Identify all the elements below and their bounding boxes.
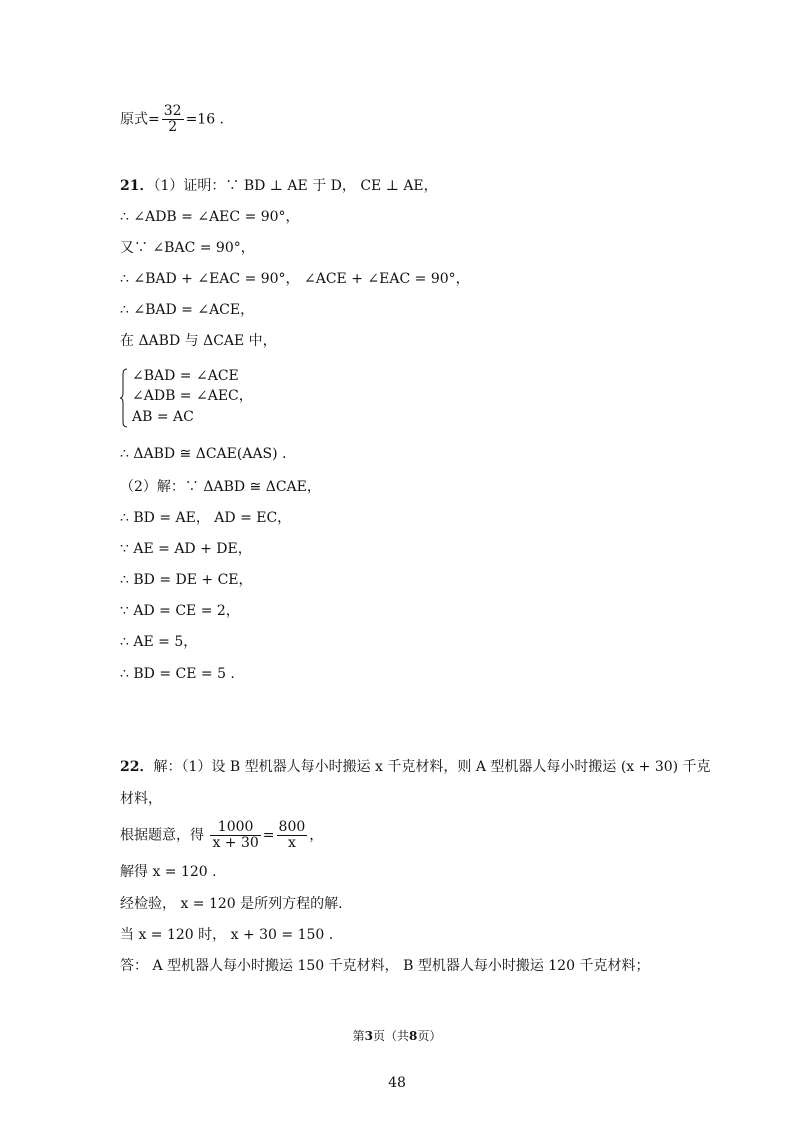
q22-heading [120, 757, 711, 777]
formula-line [120, 104, 224, 135]
q21-line-6: 在 ΔABD 与 ΔCAE 中， [120, 333, 277, 349]
q21-heading [120, 176, 438, 196]
formula-eq: = [148, 111, 160, 128]
footer-middle: 页（共 [372, 1029, 409, 1043]
q21-line-3: 又∵ ∠BAC = 90°， [120, 240, 255, 256]
fraction-numerator: 32 [163, 103, 182, 119]
q22-number: 22． [120, 759, 154, 775]
footer-prefix: 第 [352, 1029, 365, 1043]
system-row-3: AB = AC [132, 409, 194, 425]
formula-fraction [162, 104, 184, 135]
q22-text: 解：（1）设 B 型机器人每小时搬运 x 千克材料，则 A 型机器人每小时搬运 (x + 30) 千克 [153, 759, 711, 775]
system-row-1: ∠BAD = ∠ACE [132, 368, 239, 384]
q21-line-15: ∵ AD = CE = 2， [120, 603, 240, 619]
equation-eq: = [262, 827, 275, 844]
q21-line-4: ∴ ∠BAD + ∠EAC = 90°， ∠ACE + ∠EAC = 90°， [120, 271, 470, 287]
fraction-right-numerator: 800 [278, 819, 306, 835]
q22-line-6: 当 x = 120 时， x + 30 = 150 . [120, 927, 334, 943]
q22-answer: 答： A 型机器人每小时搬运 150 千克材料， B 型机器人每小时搬运 120 千克材料； [120, 958, 650, 974]
page-footer [0, 1027, 794, 1044]
q21-line-2: ∴ ∠ADB = ∠AEC = 90°， [120, 209, 300, 225]
q22-equation-prefix: 根据题意，得 [120, 827, 204, 844]
q21-number: 21． [120, 178, 154, 194]
page-number: 48 [388, 1075, 406, 1091]
q21-conclusion: ∴ ΔABD ≅ ΔCAE(AAS) . [120, 446, 287, 462]
q21-line-16: ∴ AE = 5， [120, 634, 198, 650]
fraction-left-denominator: x + 30 [212, 835, 259, 851]
q22-line-2: 材料， [120, 791, 162, 807]
fraction-left-numerator: 1000 [210, 820, 260, 836]
left-brace-icon [120, 368, 128, 428]
q21-line-17: ∴ BD = CE = 5 . [120, 666, 235, 682]
q21-line-13: ∵ AE = AD + DE， [120, 541, 252, 557]
q22-line-5: 经检验， x = 120 是所列方程的解. [120, 896, 343, 912]
fraction-right [277, 820, 308, 851]
formula-result: =16 . [185, 111, 225, 128]
equation-suffix: ， [309, 827, 324, 844]
q22-line-4: 解得 x = 120 . [120, 864, 217, 880]
q22-equation-line [120, 820, 323, 851]
fraction-denominator: 2 [168, 119, 178, 135]
q21-line-5: ∴ ∠BAD = ∠ACE， [120, 302, 255, 318]
system-row-2: ∠ADB = ∠AEC， [132, 388, 253, 404]
q21-part2: （2）解：∵ ΔABD ≅ ΔCAE， [120, 479, 321, 495]
footer-suffix: 页） [417, 1029, 442, 1043]
fraction-left [210, 820, 260, 851]
footer-total: 8 [409, 1029, 418, 1043]
footer-page: 3 [364, 1029, 373, 1043]
q21-line-14: ∴ BD = DE + CE， [120, 572, 253, 588]
q21-text: （1）证明：∵ BD ⊥ AE 于 D， CE ⊥ AE， [153, 178, 438, 194]
fraction-right-denominator: x [287, 835, 296, 851]
q21-line-12: ∴ BD = AE， AD = EC， [120, 510, 292, 526]
formula-prefix: 原式 [120, 111, 148, 128]
